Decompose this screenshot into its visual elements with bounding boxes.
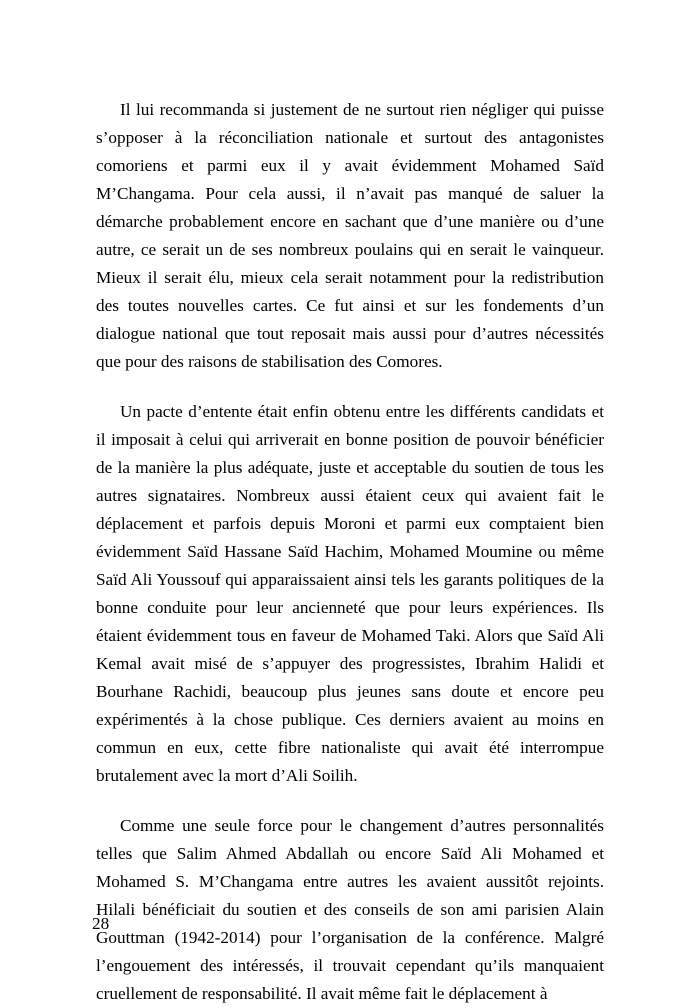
body-paragraph-2: Un pacte d’entente était enfin obtenu entre les différents candidats et il imposait à celui qui arriverait en bonne position de pouvoir bénéficier de la manière la plus adéquate, juste et acceptable du soutien de tous les autres signataires. Nombreux aussi étaient ceux qui avaient fait le déplacement et parfois depuis Moroni et parmi eux comptaient bien évidemment Saïd Hassane Saïd Hachim, Mohamed Moumine ou même Saïd Ali Youssouf qui apparaissaient ainsi tels les garants politiques de la bonne conduite pour leur ancienneté que pour leurs expériences. Ils étaient évidemment tous en faveur de Mohamed Taki. Alors que Saïd Ali Kemal avait misé de s’appuyer des progressistes, Ibrahim Halidi et Bourhane Rachidi, beaucoup plus jeunes sans doute et encore peu expérimentés à la chose publique. Ces derniers avaient au moins en commun en eux, cette fibre nationaliste qui avait été interrompue brutalement avec la mort d’Ali Soilih. (96, 402, 604, 785)
body-paragraph-1: Il lui recommanda si justement de ne surtout rien négliger qui puisse s’opposer à la réconciliation nationale et surtout des antagonistes comoriens et parmi eux il y avait évidemment Mohamed Saïd M’Changama. Pour cela aussi, il n’avait pas manqué de saluer la démarche probablement encore en sachant que d’une manière ou d’une autre, ce serait un de ses nombreux poulains qui en serait le vainqueur. Mieux il serait élu, mieux cela serait notamment pour la redistribution des toutes nouvelles cartes. Ce fut ainsi et sur les fondements d’un dialogue national que tout reposait mais aussi pour d’autres nécessités que pour des raisons de stabilisation des Comores. (96, 100, 604, 371)
body-text-block (96, 96, 604, 1008)
body-paragraph-3: Comme une seule force pour le changement d’autres personnalités telles que Salim Ahmed Abdallah ou encore Saïd Ali Mohamed et Mohamed S. M’Changama entre autres les avaient aussitôt rejoints. Hilali bénéficiait du soutien et des conseils de son ami parisien Alain Gouttman (1942-2014) pour l’organisation de la conférence. Malgré l’engouement des intéressés, il trouvait cependant qu’ils manquaient cruellement de responsabilité. Il avait même fait le déplacement à (96, 816, 604, 1003)
page-number: 28 (92, 914, 110, 933)
